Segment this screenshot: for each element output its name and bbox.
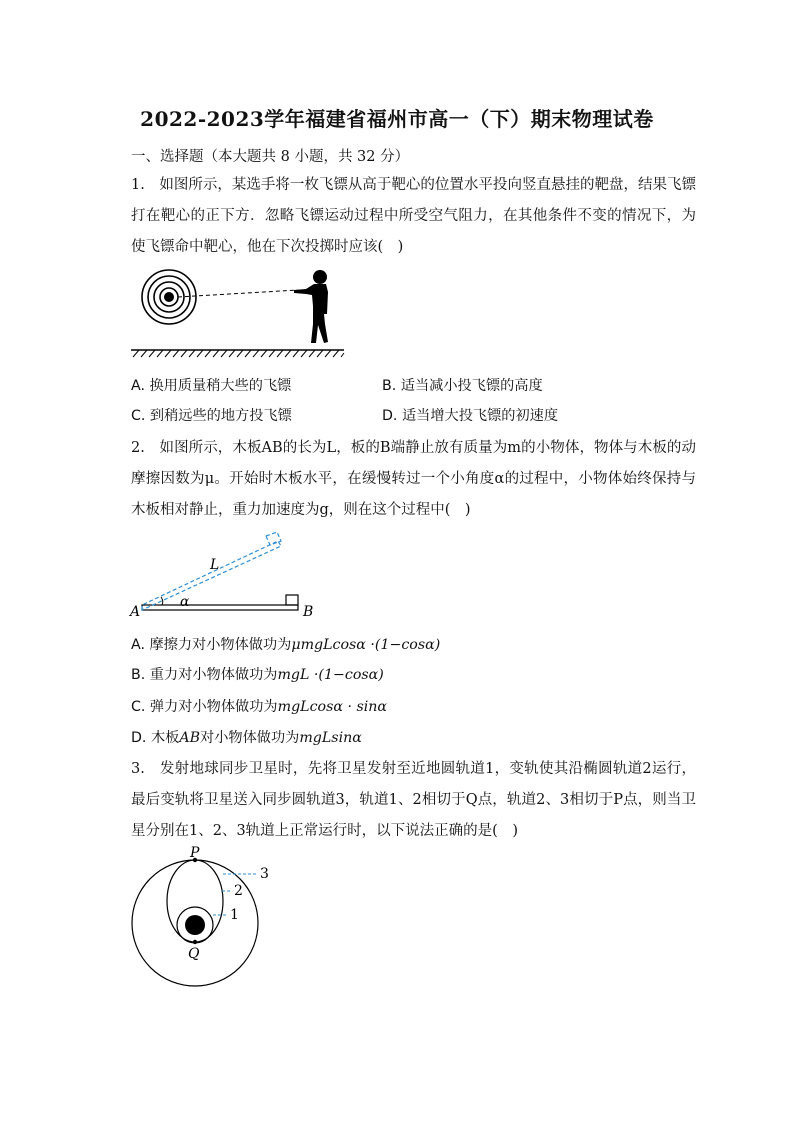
dartboard-figure — [128, 262, 348, 362]
question-2-text: 2. 如图所示，木板AB的长为L，板的B端静止放有质量为m的小物体，物体与木板的动摩擦因数为μ。开始时木板水平，在缓慢转过一个小角度α的过程中，小物体始终保持与木板相对静止，重力加速度为g，则在这个过程中( ) — [131, 440, 696, 518]
question-1-text: 1. 如图所示，某选手将一枚飞镖从高于靶心的位置水平投向竖直悬挂的靶盘，结果飞镖打在靶心的正下方．忽略飞镖运动过程中所受空气阻力，在其他条件不变的情况下，为使飞镖命中靶心，他在下次投掷时应该( ) — [131, 177, 696, 255]
label-orbit-1: 1 — [230, 907, 239, 923]
inclined-board-figure — [128, 528, 328, 623]
question-3-text: 3. 发射地球同步卫星时，先将卫星发射至近地圆轨道1，变轨使其沿椭圆轨道2运行，最后变轨将卫星送入同步圆轨道3，轨道1、2相切于Q点，轨道2、3相切于P点，则当卫星分别在1、2、3轨道上正常运行时，以下说法正确的是( ) — [131, 761, 696, 839]
label-l: L — [210, 557, 220, 573]
q2-option-a[interactable]: A. 摩擦力对小物体做功为μmgLcosα ·(1−cosα) — [131, 637, 441, 653]
point-q-dot — [193, 940, 197, 944]
target-board — [142, 270, 196, 324]
label-p: P — [190, 845, 200, 861]
section-heading: 一、选择题（本大题共 8 小题，共 32 分） — [131, 149, 410, 165]
label-orbit-2: 2 — [234, 883, 243, 899]
orbit-figure — [128, 845, 278, 990]
q2-option-c[interactable]: C. 弹力对小物体做功为mgLcosα · sinα — [131, 699, 387, 715]
q1-option-a[interactable]: A. 换用质量稍大些的飞镖 — [131, 378, 292, 394]
label-q: Q — [188, 946, 200, 962]
thrower-silhouette — [294, 270, 328, 343]
label-b: B — [303, 604, 314, 620]
q2-option-b[interactable]: B. 重力对小物体做功为mgL ·(1−cosα) — [131, 667, 384, 683]
label-a: A — [130, 604, 141, 620]
page-title: 2022-2023学年福建省福州市高一（下）期末物理试卷 — [140, 107, 654, 131]
ground — [131, 350, 344, 357]
earth — [185, 915, 205, 935]
label-alpha: α — [180, 594, 190, 610]
label-orbit-3: 3 — [260, 866, 269, 882]
q2-option-d[interactable]: D. 木板AB对小物体做功为mgLsinα — [131, 730, 362, 746]
q1-option-b[interactable]: B. 适当减小投飞镖的高度 — [382, 378, 543, 394]
q1-option-c[interactable]: C. 到稍远些的地方投飞镖 — [131, 408, 292, 424]
board-horizontal — [142, 595, 298, 610]
q1-option-d[interactable]: D. 适当增大投飞镖的初速度 — [382, 408, 559, 424]
